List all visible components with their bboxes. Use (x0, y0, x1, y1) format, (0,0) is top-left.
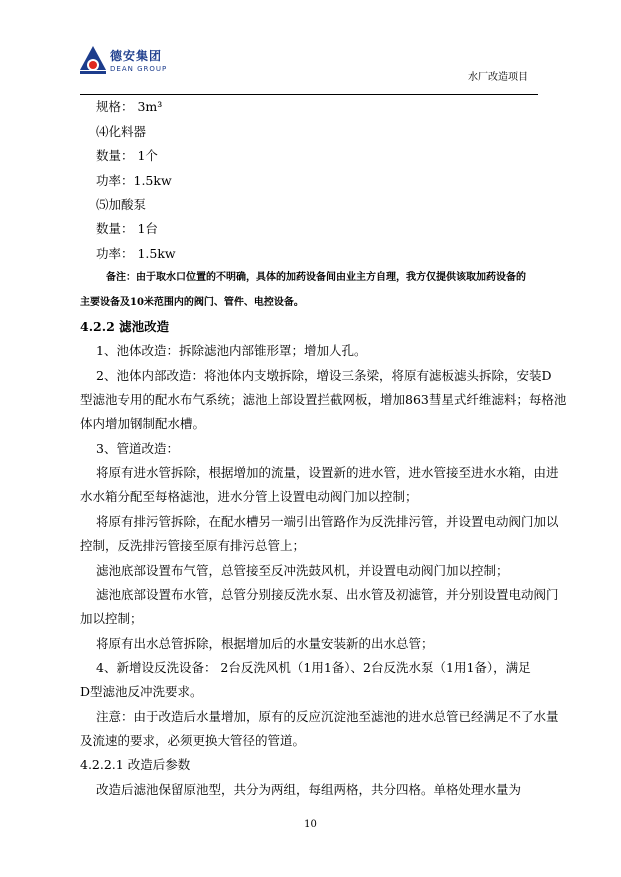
header-rule (80, 94, 538, 95)
paragraph-line: 4、新增设反洗设备： 2台反洗风机（1用1备）、2台反洗水泵（1用1备），满足 (96, 660, 531, 675)
paragraph-line: 注意：由于改造后水量增加，原有的反应沉淀池至滤池的进水总管已经满足不了水量 (96, 709, 559, 724)
paragraph-line: 改造后滤池保留原池型，共分为两组，每组两格，共分四格。单格处理水量为 (96, 782, 522, 797)
paragraph-line: 水水箱分配至每格滤池，进水分管上设置电动阀门加以控制； (80, 489, 418, 504)
subsection-heading: 4.2.2.1 改造后参数 (80, 757, 191, 772)
paragraph-line: 将原有进水管拆除，根据增加的流量，设置新的进水管，进水管接至进水水箱，由进 (96, 465, 559, 480)
paragraph-line: 滤池底部设置布水管，总管分别接反洗水泵、出水管及初滤管，并分别设置电动阀门 (96, 587, 559, 602)
paragraph-line: 将原有出水总管拆除，根据增加后的水量安装新的出水总管； (96, 636, 434, 651)
paragraph-line: 3、管道改造： (96, 441, 179, 456)
paragraph-line: D型滤池反冲洗要求。 (80, 684, 203, 699)
note-line: 备注：由于取水口位置的不明确，具体的加药设备间由业主方自理，我方仅提供该取加药设备的 (106, 272, 526, 283)
power-line: 功率：1.5kw (96, 173, 172, 188)
paragraph-line: 体内增加钢制配水槽。 (80, 416, 206, 431)
paragraph-line: 加以控制； (80, 611, 143, 626)
paragraph-line: 型滤池专用的配水布气系统；滤池上部设置拦截网板，增加863彗星式纤维滤料；每格池 (80, 392, 567, 407)
paragraph-line: 控制，反洗排污管接至原有排污总管上； (80, 538, 306, 553)
company-logo (80, 44, 170, 78)
note-line: 主要设备及10米范围内的阀门、管件、电控设备。 (80, 297, 304, 308)
page-header (80, 44, 538, 94)
section-heading: 4.2.2 滤池改造 (80, 319, 170, 334)
quantity-line: 数量： 1台 (96, 221, 158, 236)
logo-mark-icon (80, 46, 106, 76)
logo-chinese-name: 德安集团 (110, 49, 163, 63)
page-number: 10 (304, 819, 317, 830)
quantity-line: 数量： 1个 (96, 148, 158, 163)
power-line: 功率： 1.5kw (96, 246, 176, 261)
paragraph-line: 滤池底部设置布气管，总管接至反冲洗鼓风机，并设置电动阀门加以控制； (96, 563, 509, 578)
paragraph-line: 及流速的要求，必须更换大管径的管道。 (80, 733, 306, 748)
paragraph-line: 2、池体内部改造：将池体内支墩拆除，增设三条梁，将原有滤板滤头拆除，安装D (96, 368, 552, 383)
item-title-line: ⑷化料器 (96, 124, 147, 139)
spec-line: 规格： 3m³ (96, 99, 163, 114)
paragraph-line: 将原有排污管拆除，在配水槽另一端引出管路作为反洗排污管，并设置电动阀门加以 (96, 514, 559, 529)
logo-english-name: DEAN GROUP (110, 65, 168, 73)
paragraph-line: 1、池体改造：拆除滤池内部锥形罩；增加人孔。 (96, 343, 367, 358)
item-title-line: ⑸加酸泵 (96, 197, 147, 212)
project-title: 水厂改造项目 (468, 72, 528, 83)
